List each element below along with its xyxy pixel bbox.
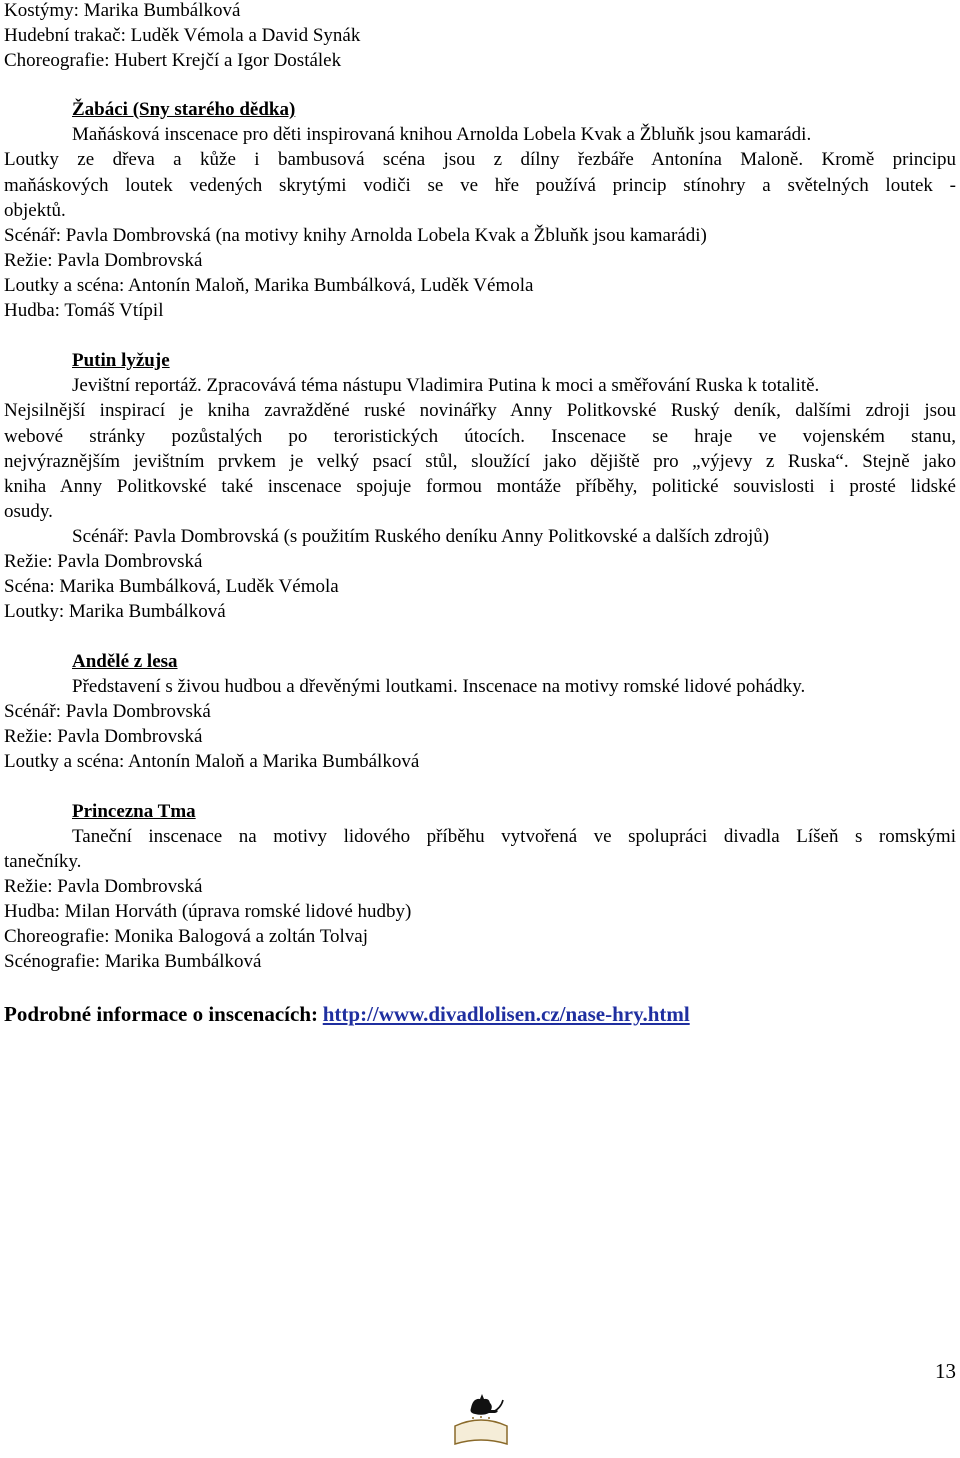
page-number: 13 [935,1359,956,1383]
description-line: osudy. [4,501,53,522]
more-info-line [4,1000,690,1028]
production-title: Putin lyžuje [72,350,170,371]
description-line: Nejsilnější inspirací je kniha zavražděné ruské novinářky Anny Politkovské Ruský deník, dalšími zdroji jsou [4,400,956,421]
description-line: maňáskových loutek vedených skrytými vodiči se ve hře používá princip stínohry a světelných loutek - [4,175,956,196]
description-line: kniha Anny Politkovské také inscenace spojuje formou montáže příběhy, politické souvislosti i prosté lidské [4,476,956,497]
credit-line: Kostýmy: Marika Bumbálková [4,0,241,21]
credit-line: Režie: Pavla Dombrovská [4,876,203,897]
description-line: objektů. [4,200,66,221]
credit-line: Scénografie: Marika Bumbálková [4,951,262,972]
credit-line: Režie: Pavla Dombrovská [4,726,203,747]
credit-line: Režie: Pavla Dombrovská [4,250,203,271]
description-line: nejvýraznějším jevištním prvkem je velký psací stůl, sloužící jako dějiště pro „výjevy z Ruska“. Stejně jako [4,451,956,472]
credit-line: Loutky a scéna: Antonín Maloň, Marika Bumbálková, Luděk Vémola [4,275,534,296]
credit-line: Loutky a scéna: Antonín Maloň a Marika Bumbálková [4,751,420,772]
credit-line: Hudba: Tomáš Vtípil [4,300,164,321]
credit-line: Scéna: Marika Bumbálková, Luděk Vémola [4,576,339,597]
description-line: webové stránky pozůstalých po teroristických útocích. Inscenace se hraje ve vojenském stanu, [4,426,956,447]
description-line: Jevištní reportáž. Zpracovává téma nástupu Vladimira Putina k moci a směřování Ruska k totalitě. [72,375,820,396]
theatre-logo [449,1386,513,1452]
website-link[interactable]: http://www.divadlolisen.cz/nase-hry.html [322,1002,690,1026]
credit-line: Hudební trakač: Luděk Vémola a David Synák [4,25,361,46]
description-line: Maňásková inscenace pro děti inspirovaná knihou Arnolda Lobela Kvak a Žbluňk jsou kamarádi. [72,124,812,145]
credit-line: Choreografie: Hubert Krejčí a Igor Dostálek [4,50,342,71]
production-title: Žabáci (Sny starého dědka) [72,99,296,120]
description-line: Loutky ze dřeva a kůže i bambusová scéna jsou z dílny řezbáře Antonína Maloně. Kromě principu [4,149,956,170]
credit-line: Scénář: Pavla Dombrovská (s použitím Ruského deníku Anny Politkovské a dalších zdrojů) [72,526,770,547]
description-line: tanečníky. [4,851,82,872]
credit-line: Hudba: Milan Horváth (úprava romské lidové hudby) [4,901,412,922]
cat-logo-icon [449,1386,513,1452]
credit-line: Loutky: Marika Bumbálková [4,601,226,622]
credit-line: Choreografie: Monika Balogová a zoltán Tolvaj [4,926,368,947]
credit-line: Scénář: Pavla Dombrovská [4,701,211,722]
credit-line: Scénář: Pavla Dombrovská (na motivy knihy Arnolda Lobela Kvak a Žbluňk jsou kamarádi) [4,225,707,246]
more-info-label: Podrobné informace o inscenacích: [4,1002,318,1026]
credit-line: Režie: Pavla Dombrovská [4,551,203,572]
production-title: Princezna Tma [72,801,196,822]
description-line: Taneční inscenace na motivy lidového příběhu vytvořená ve spolupráci divadla Líšeň s romskými [72,826,956,847]
description-line: Představení s živou hudbou a dřevěnými loutkami. Inscenace na motivy romské lidové pohádky. [72,676,806,697]
production-title: Andělé z lesa [72,651,178,672]
